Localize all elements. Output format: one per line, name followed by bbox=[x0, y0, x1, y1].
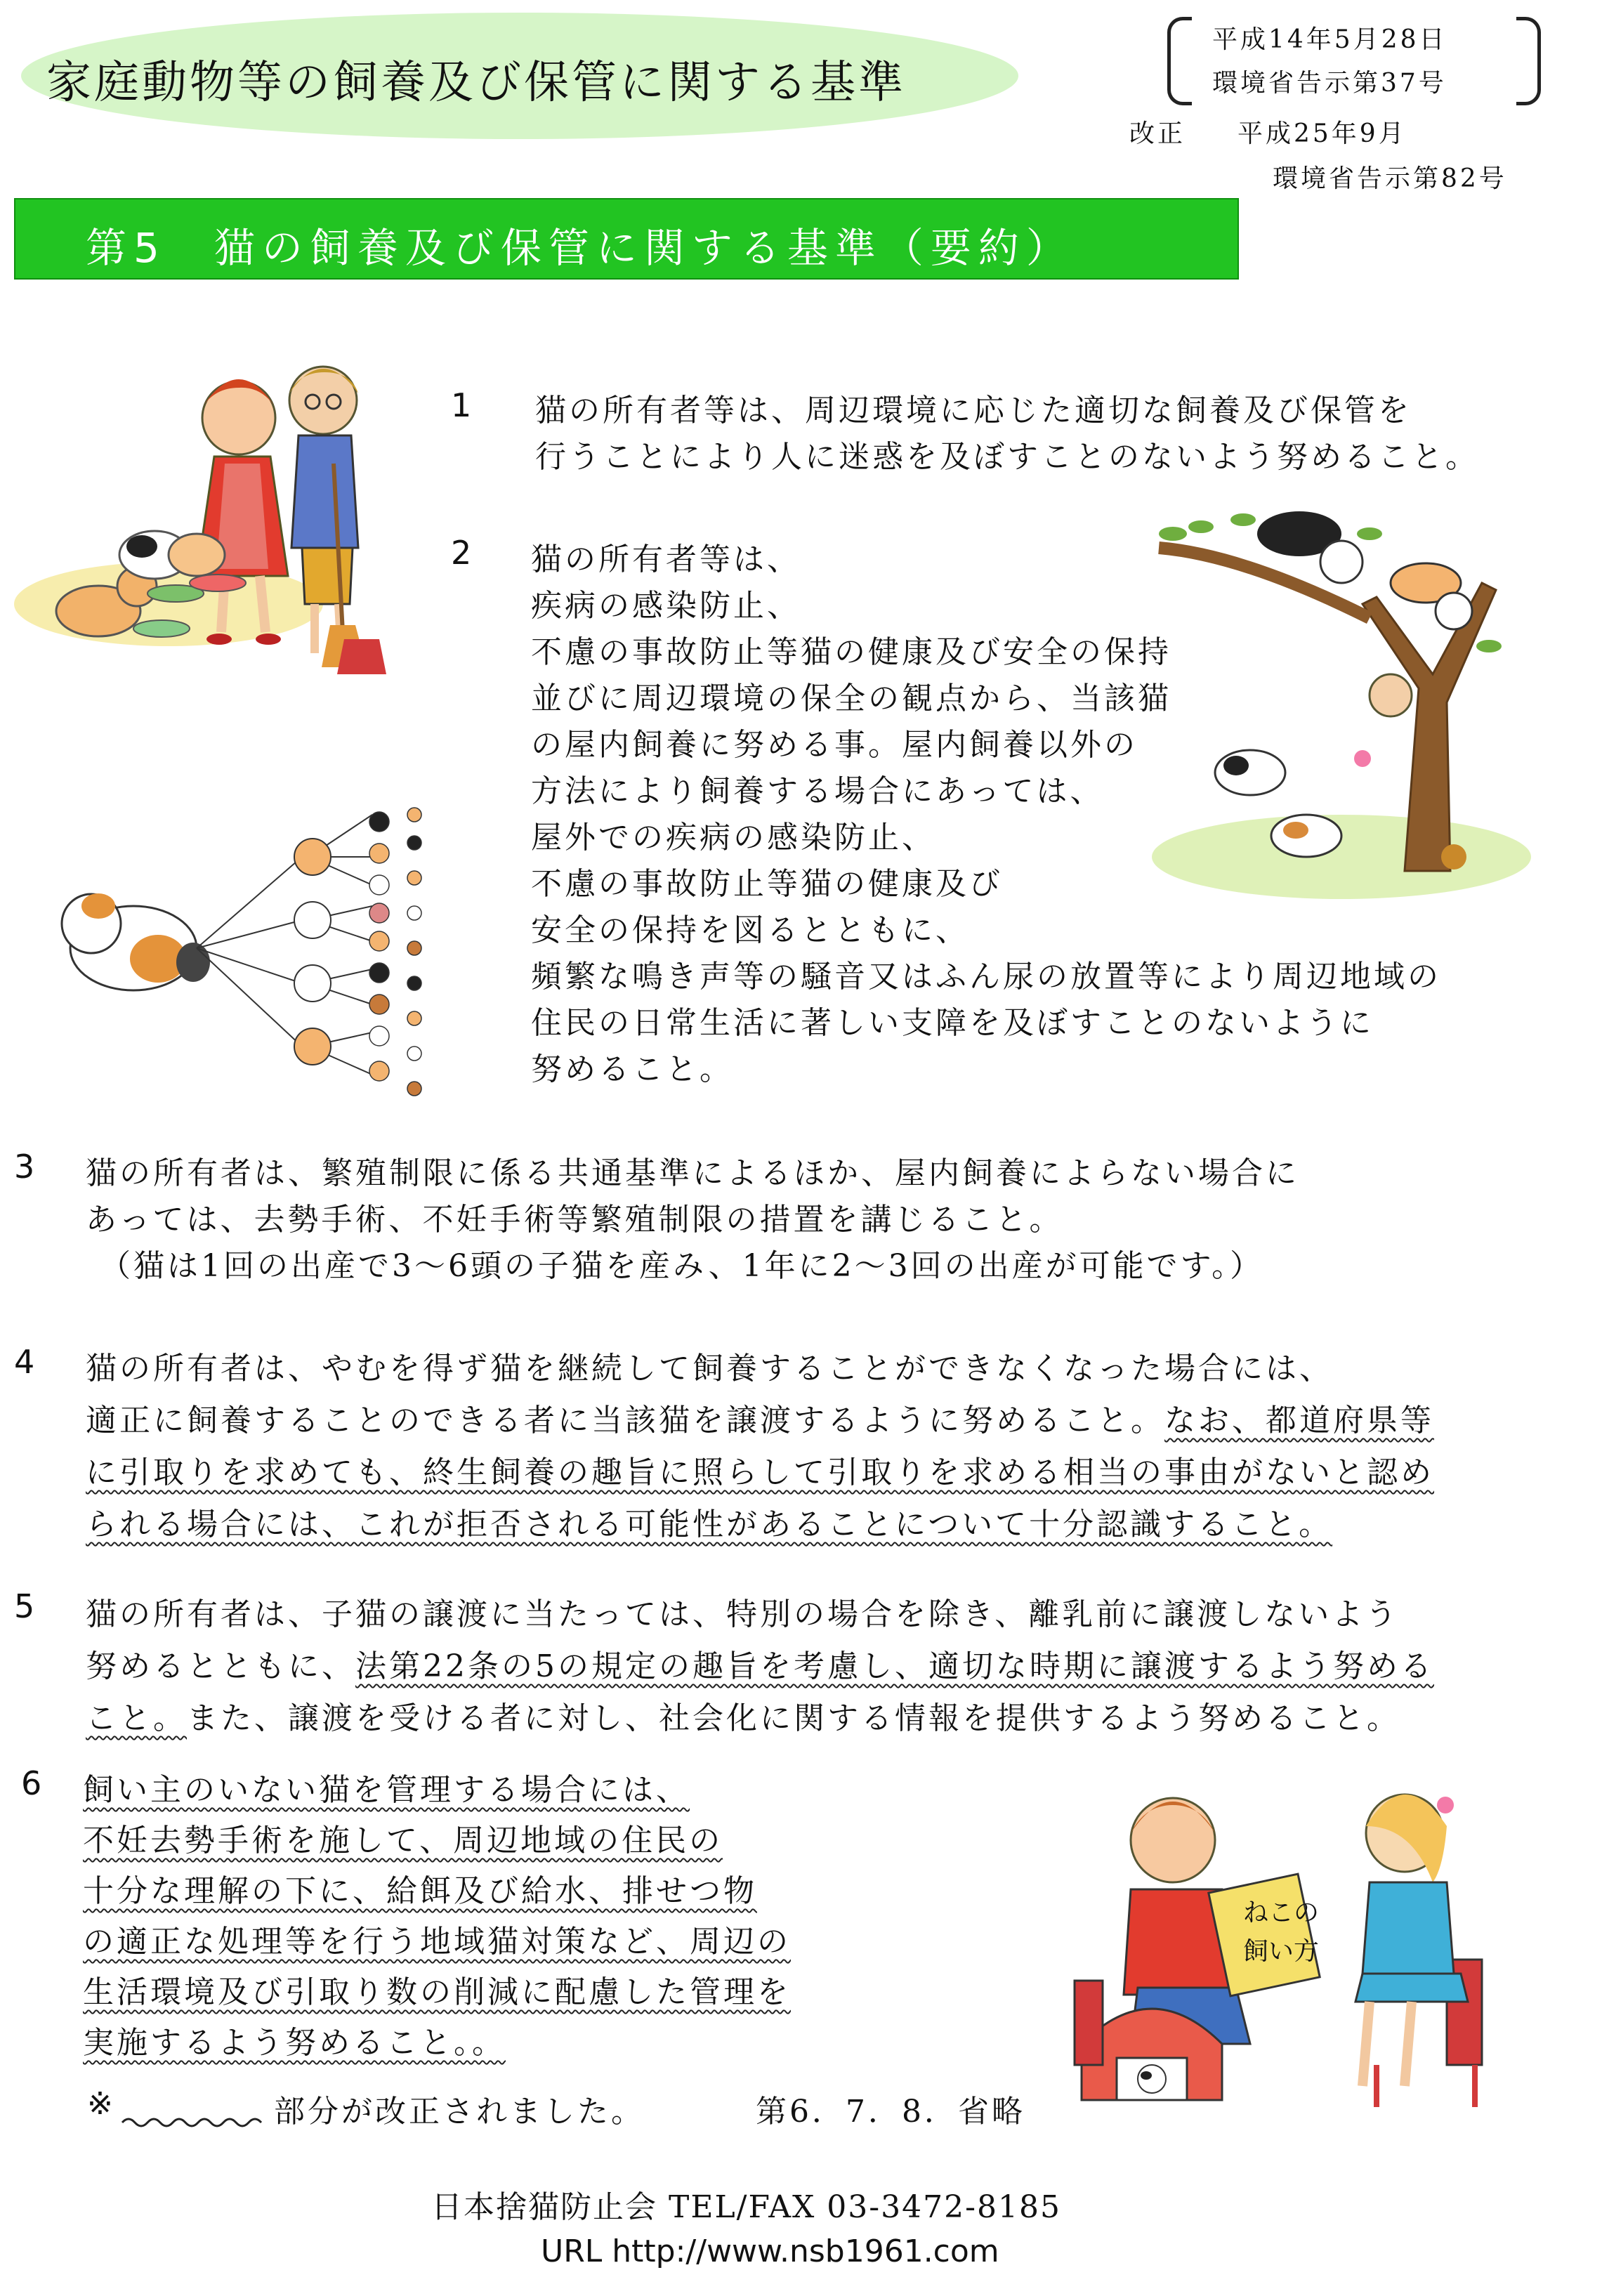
item-2-line: 住民の日常生活に著しい支障を及ぼすことのないように bbox=[531, 1005, 1374, 1041]
item-number-3: 3 bbox=[14, 1148, 35, 1186]
footer-organization: 日本捨猫防止会 TEL/FAX 03-3472-8185 bbox=[431, 2189, 1061, 2225]
cats-in-tree-illustration bbox=[1159, 506, 1552, 899]
item-1-line: 行うことにより人に迷惑を及ぼすことのないよう努めること。 bbox=[535, 439, 1479, 475]
banner-title: 第5 猫の飼養及び保管に関する基準（要約） bbox=[86, 224, 1074, 272]
cat-breeding-tree-illustration bbox=[56, 801, 449, 1110]
item-number-4: 4 bbox=[14, 1343, 35, 1381]
item-4-text: 適正に飼養することのできる者に当該猫を譲渡するように努めること。 bbox=[86, 1403, 1164, 1438]
reference-notice: 環境省告示第37号 bbox=[1212, 69, 1447, 98]
item-number-1: 1 bbox=[451, 386, 472, 424]
amended-text: られる場合には、これが拒否される可能性があることについて十分認識すること。 bbox=[86, 1507, 1333, 1542]
reference-date: 平成14年5月28日 bbox=[1212, 25, 1447, 54]
item-2-line: 並びに周辺環境の保全の観点から、当該猫 bbox=[531, 681, 1171, 716]
item-2-line: 屋外での疾病の感染防止、 bbox=[531, 820, 935, 855]
revision-notice: 環境省告示第82号 bbox=[1273, 164, 1507, 193]
item-3-line: あっては、去勢手術、不妊手術等繁殖制限の措置を講じること。 bbox=[86, 1202, 1063, 1238]
revision-label: 改正 bbox=[1129, 119, 1186, 148]
left-bracket bbox=[1167, 17, 1192, 105]
item-3-line: 猫の所有者は、繁殖制限に係る共通基準によるほか、屋内飼養によらない場合に bbox=[86, 1155, 1299, 1191]
item-number-6: 6 bbox=[21, 1764, 42, 1802]
amended-text: 生活環境及び引取り数の削減に配慮した管理を bbox=[83, 1974, 791, 2010]
note-text: 部分が改正されました。 bbox=[274, 2094, 645, 2130]
note-mark: ※ bbox=[87, 2086, 116, 2122]
reference-box bbox=[1164, 14, 1544, 104]
item-3-note: （猫は1回の出産で3～6頭の子猫を産み、1年に2～3回の出産が可能です。） bbox=[100, 1248, 1264, 1284]
item-2-line: 方法により飼養する場合にあっては、 bbox=[531, 773, 1104, 809]
item-5-line bbox=[86, 1641, 1434, 1686]
item-2-line: 努めること。 bbox=[531, 1051, 733, 1087]
amended-text: の適正な処理等を行う地域猫対策など、周辺の bbox=[83, 1924, 791, 1960]
footer-url: URL http://www.nsb1961.com bbox=[541, 2233, 999, 2269]
book-title-line-2: 飼い方 bbox=[1243, 1937, 1320, 1966]
item-2-line: の屋内飼養に努める事。屋内飼養以外の bbox=[531, 727, 1138, 763]
item-2-line: 安全の保持を図るとともに、 bbox=[531, 912, 969, 948]
right-bracket bbox=[1516, 17, 1541, 105]
item-2-line: 疾病の感染防止、 bbox=[531, 588, 801, 624]
note-omitted: 第6．7．8．省略 bbox=[756, 2094, 1025, 2130]
item-4-line bbox=[86, 1395, 1434, 1440]
revision-date: 平成25年9月 bbox=[1237, 119, 1407, 148]
amended-text: に引取りを求めても、終生飼養の趣旨に照らして引取りを求める相当の事由がないと認め bbox=[86, 1455, 1434, 1490]
amended-text: 十分な理解の下に、給餌及び給水、排せつ物 bbox=[83, 1873, 757, 1909]
item-2-line: 頻繁な鳴き声等の騒音又はふん尿の放置等により周辺地域の bbox=[531, 959, 1441, 995]
amended-text: 実施するよう努めること。。 bbox=[83, 2025, 506, 2061]
item-5-text: 努めるとともに、 bbox=[86, 1648, 355, 1684]
item-5-line: 猫の所有者は、子猫の譲渡に当たっては、特別の場合を除き、離乳前に譲渡しないよう bbox=[86, 1596, 1400, 1632]
wavy-underline-sample bbox=[121, 2114, 268, 2131]
item-5-line bbox=[86, 1693, 1400, 1738]
book-title-line-1: ねこの bbox=[1243, 1898, 1320, 1927]
item-2-line: 猫の所有者等は、 bbox=[531, 542, 801, 577]
feeding-cats-illustration bbox=[14, 351, 435, 688]
item-1-line: 猫の所有者等は、周辺環境に応じた適切な飼養及び保管を bbox=[535, 393, 1412, 428]
item-4-line: 猫の所有者は、やむを得ず猫を継続して飼養することができなくなった場合には、 bbox=[86, 1351, 1333, 1386]
amended-text: こと。 bbox=[86, 1700, 187, 1736]
amended-text: 不妊去勢手術を施して、周辺地域の住民の bbox=[83, 1823, 723, 1858]
item-2-line: 不慮の事故防止等猫の健康及び安全の保持 bbox=[531, 634, 1171, 670]
item-2-line: 不慮の事故防止等猫の健康及び bbox=[531, 866, 1003, 902]
children-reading-illustration bbox=[1068, 1777, 1517, 2114]
item-number-5: 5 bbox=[14, 1587, 35, 1625]
item-5-text: また、譲渡を受ける者に対し、社会化に関する情報を提供するよう努めること。 bbox=[187, 1700, 1400, 1736]
amended-text: 法第22条の5の規定の趣旨を考慮し、適切な時期に譲渡するよう努める bbox=[355, 1648, 1434, 1684]
item-number-2: 2 bbox=[451, 534, 472, 572]
amended-text: なお、都道府県等 bbox=[1164, 1403, 1434, 1438]
section-banner bbox=[14, 198, 1239, 280]
document-title: 家庭動物等の飼養及び保管に関する基準 bbox=[46, 57, 906, 109]
amended-text: 飼い主のいない猫を管理する場合には、 bbox=[83, 1772, 690, 1808]
